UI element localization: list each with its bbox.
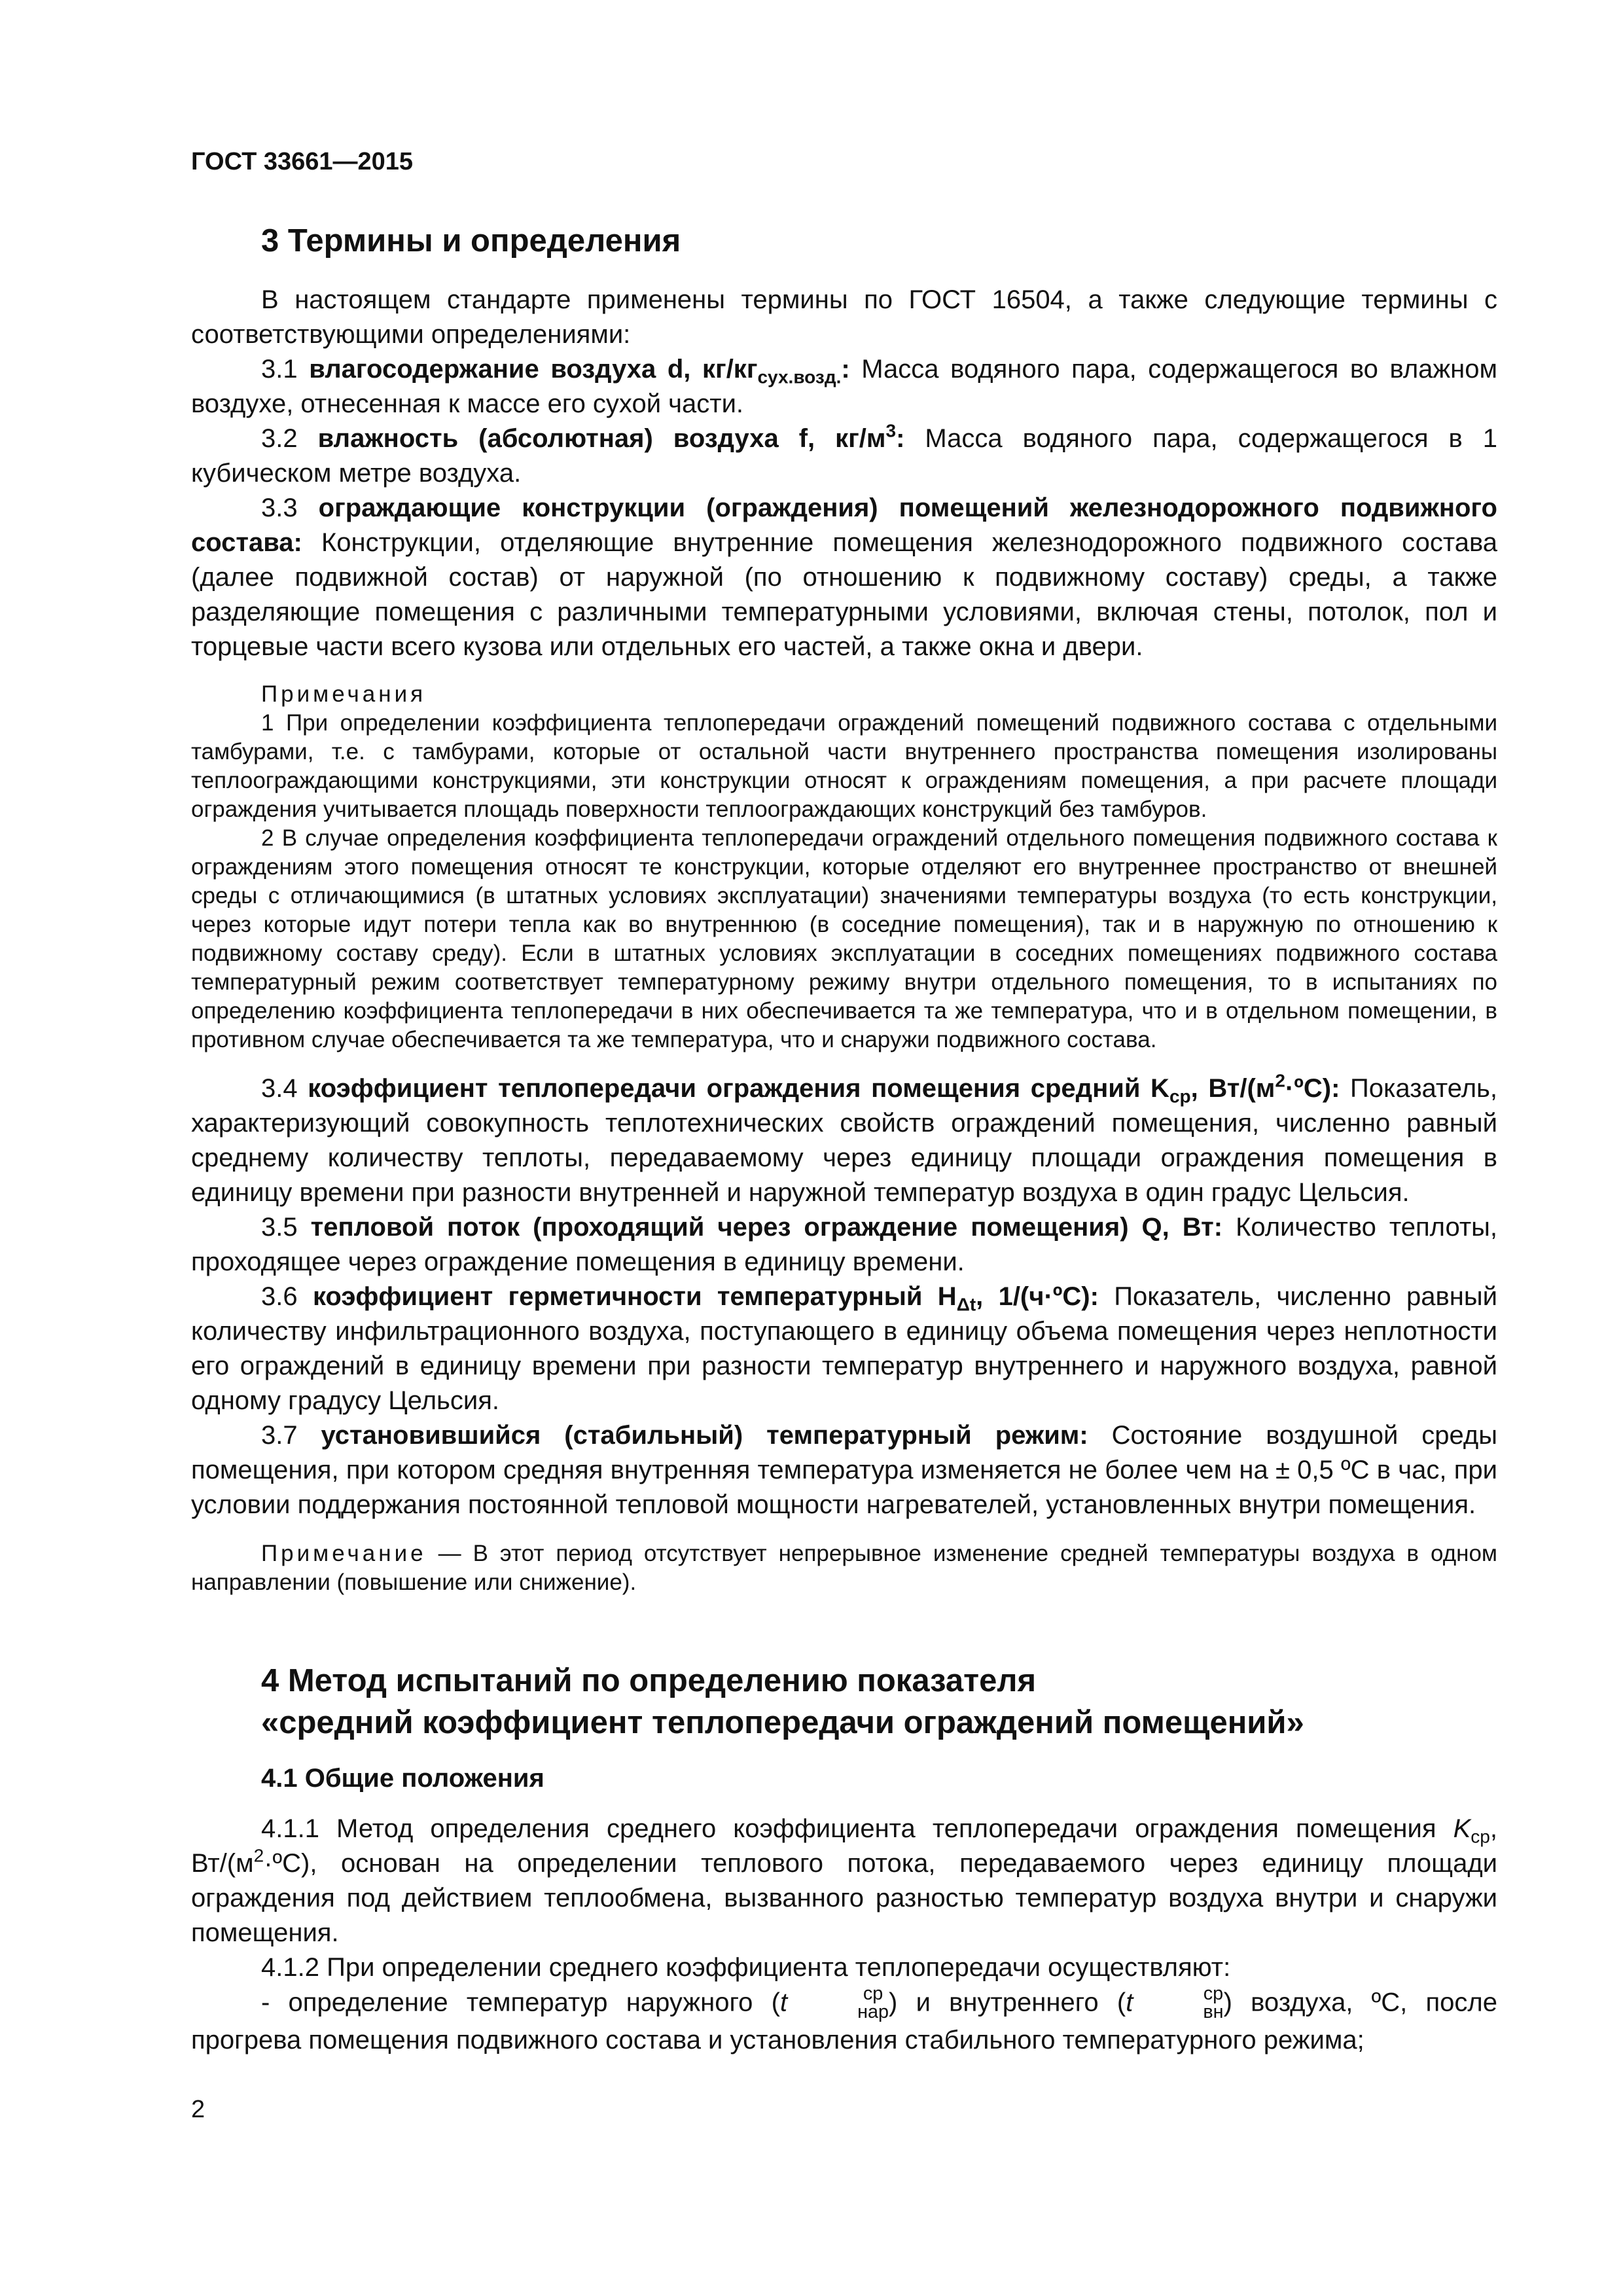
document-header: ГОСТ 33661—2015 — [191, 148, 414, 175]
section-4 — [191, 1660, 1497, 2058]
note-1: 1 При определении коэффициента теплопередачи ограждений помещений подвижного состава с отдельными тамбурами, т.е. с тамбурами, которые от остальной части внутреннего пространства помещения изолированы теплоограждающими конструкциями, эти конструкции относят к ограждениям помещения, а при расчете площади ограждения учитывается площадь поверхности теплоограждающих конструкций без тамбуров. — [191, 710, 1497, 822]
term-3-4: 3.4 коэффициент теплопередачи ограждения помещения средний $K_{ср}$, $Вт/(м^2\cdot ºС)$: Показатель, характеризующий совокупность теплотехнических свойств ограждений помещения, численно равный среднему количеству теплоты, передаваемому через единицу площади ограждения помещения в единицу времени при разности внутренней и наружной температур воздуха в один градус Цельсия. — [191, 1070, 1498, 1207]
note-stable-regime: Примечание — В этот период отсутствует непрерывное изменение средней температуры воздуха в одном направлении (повышение или снижение). — [191, 1541, 1497, 1595]
section-4-title-line-2: «средний коэффициент теплопередачи ограждений помещений» — [261, 1705, 1304, 1740]
term-3-6: 3.6 коэффициент герметичности температурный $H_{\Delta t}$, 1/(ч·ºС): Показатель, численно равный количеству инфильтрационного воздуха, поступающего в единицу объема помещения через неплотности его ограждений в единицу времени при разности температур внутреннего и наружного воздуха, равной одному градусу Цельсия. — [191, 1282, 1497, 1415]
intro-paragraph: В настоящем стандарте применены термины по ГОСТ 16504, а также следующие термины с соответствующими определениями: — [191, 285, 1497, 349]
section-3-body — [191, 283, 1497, 1597]
term-3-1: 3.1 влагосодержание воздуха d, $кг/кг_{сух.возд.}$: Масса водяного пара, содержащегося во влажном воздухе, отнесенная к массе его сухой части. — [191, 355, 1497, 418]
note-2: 2 В случае определения коэффициента теплопередачи ограждений отдельного помещения подвижного состава к ограждениям этого помещения относят те конструкции, которые отделяют его внутреннее пространство от внешней среды с отличающимися (в штатных условиях эксплуатации) значениями температуры воздуха (то есть конструкции, через которые идут потери тепла как во внутреннюю (в соседние помещения), так и в наружную по отношению к подвижному составу среду). Если в штатных условиях эксплуатации в соседних помещениях подвижного состава температурный режим соответствует температурному режиму внутри отдельного помещения, то в испытаниях по определению коэффициента теплопередачи в них обеспечивается та же температура, что и в отдельном помещении, в противном случае обеспечивается та же температура, что и снаружи подвижного состава. — [191, 825, 1497, 1052]
notes-label: Примечания — [261, 681, 427, 707]
page-number: 2 — [191, 2096, 205, 2123]
list-item-temperature: - определение температур наружного (t ср нар ) и внутреннего (t ср вн ) воздуха, ºС, после прогрева помещения подвижного состава и установления стабильного температурного режима; — [191, 1982, 1497, 2054]
section-4-title-line-1: 4 Метод испытаний по определению показателя — [261, 1663, 1037, 1698]
section-3-title: 3 Термины и определения — [261, 223, 681, 259]
subsection-4-1-title: 4.1 Общие положения — [261, 1764, 544, 1793]
paragraph-4-1-1: 4.1.1 Метод определения среднего коэффициента теплопередачи ограждения помещения $K_{ср}$, $Вт/(м^2\cdot ºС)$, основан на определении теплового потока, передаваемого через единицу площади ограждения под действием теплообмена, вызванного разностью температур воздуха внутри и снаружи помещения. — [191, 1814, 1497, 1947]
section-3 — [191, 220, 1497, 262]
term-3-7: 3.7 установившийся (стабильный) температурный режим: Состояние воздушной среды помещения, при котором средняя внутренняя температура изменяется не более чем на ± 0,5 ºС в час, при условии поддержания постоянной тепловой мощности нагревателей, установленных внутри помещения. — [191, 1421, 1497, 1519]
term-3-2: 3.2 влажность (абсолютная) воздуха f, $кг/м^3$: Масса водяного пара, содержащегося в 1 кубическом метре воздуха. — [191, 420, 1497, 488]
term-3-3: 3.3 ограждающие конструкции (ограждения) помещений железнодорожного подвижного состава: Конструкции, отделяющие внутренние помещения железнодорожного подвижного состава (далее подвижной состав) от наружной (по отношению к подвижному составу) среды, а также разделяющие помещения с различными температурными условиями, включая стены, потолок, пол и торцевые части всего кузова или отдельных его частей, а также окна и двери. — [191, 493, 1497, 661]
paragraph-4-1-2: 4.1.2 При определении среднего коэффициента теплопередачи осуществляют: — [261, 1953, 1231, 1982]
term-3-5: 3.5 тепловой поток (проходящий через ограждение помещения) Q, Вт: Количество теплоты, проходящее через ограждение помещения в единицу времени. — [191, 1213, 1498, 1276]
